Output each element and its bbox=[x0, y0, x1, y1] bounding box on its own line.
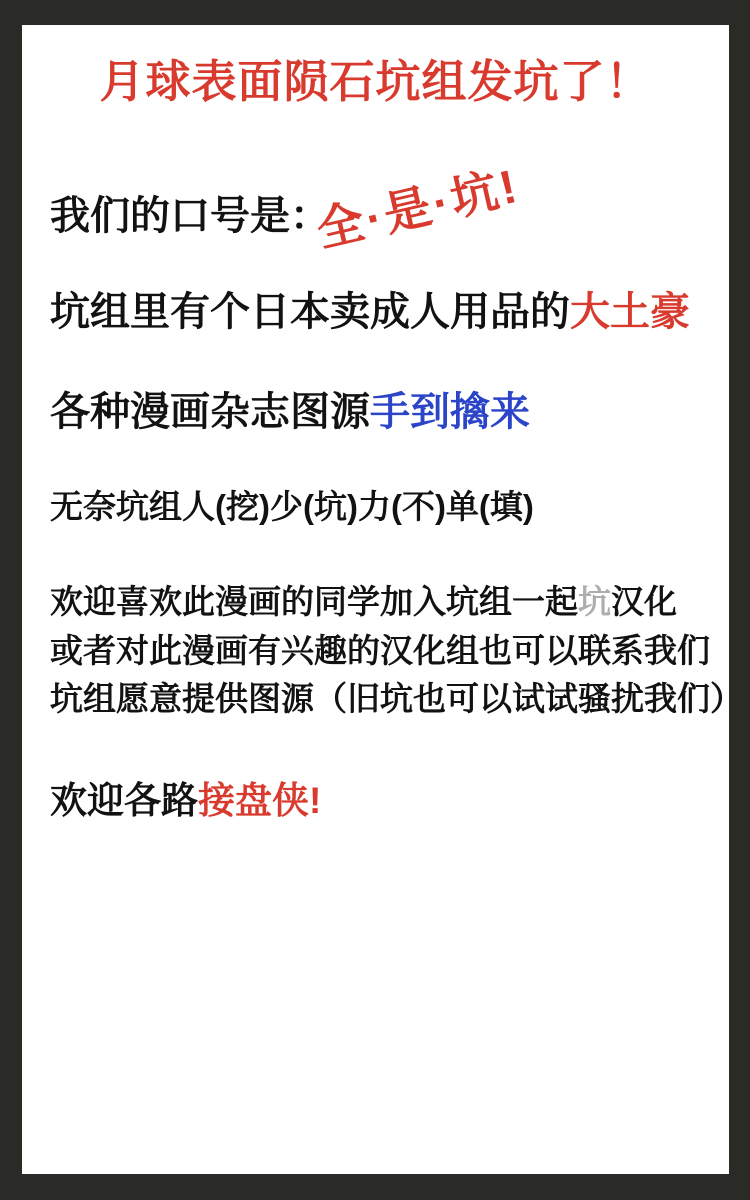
notice-paper bbox=[22, 25, 743, 1174]
text-segment-black: 坑组愿意提供图源（旧坑也可以试试骚扰我们） bbox=[50, 680, 743, 717]
text-segment-black: 欢迎喜欢此漫画的同学加入坑组一起 bbox=[50, 583, 578, 620]
text-segment-black: 各种漫画杂志图源 bbox=[50, 390, 370, 434]
slogan-prefix-text: 我们的口号是： bbox=[50, 194, 330, 238]
text-segment-red: 大土豪 bbox=[570, 290, 690, 334]
text-segment-grey: 坑 bbox=[578, 583, 611, 620]
line-invite-2 bbox=[50, 632, 710, 670]
text-segment-black: 欢迎各路 bbox=[50, 780, 198, 821]
text-segment-black: 汉化 bbox=[611, 583, 677, 620]
text-segment-black: 或者对此漫画有兴趣的汉化组也可以联系我们 bbox=[50, 632, 710, 669]
line-closing bbox=[50, 780, 321, 823]
line-invite-3 bbox=[50, 680, 743, 718]
slogan-highlight-text: 全·是·坑! bbox=[311, 158, 525, 257]
line-invite-1 bbox=[50, 583, 677, 621]
text-segment-blue: 手到擒来 bbox=[370, 390, 530, 434]
text-segment-black: 坑组里有个日本卖成人用品的 bbox=[50, 290, 570, 334]
page-title: 月球表面陨石坑组发坑了！ bbox=[99, 56, 652, 107]
text-segment-red: 接盘侠! bbox=[198, 780, 322, 821]
text-segment-black: 无奈坑组人(挖)少(坑)力(不)单(填) bbox=[50, 488, 534, 525]
line-shorthanded bbox=[50, 488, 534, 526]
line-sources bbox=[50, 389, 530, 435]
line-tycoon bbox=[50, 289, 690, 335]
